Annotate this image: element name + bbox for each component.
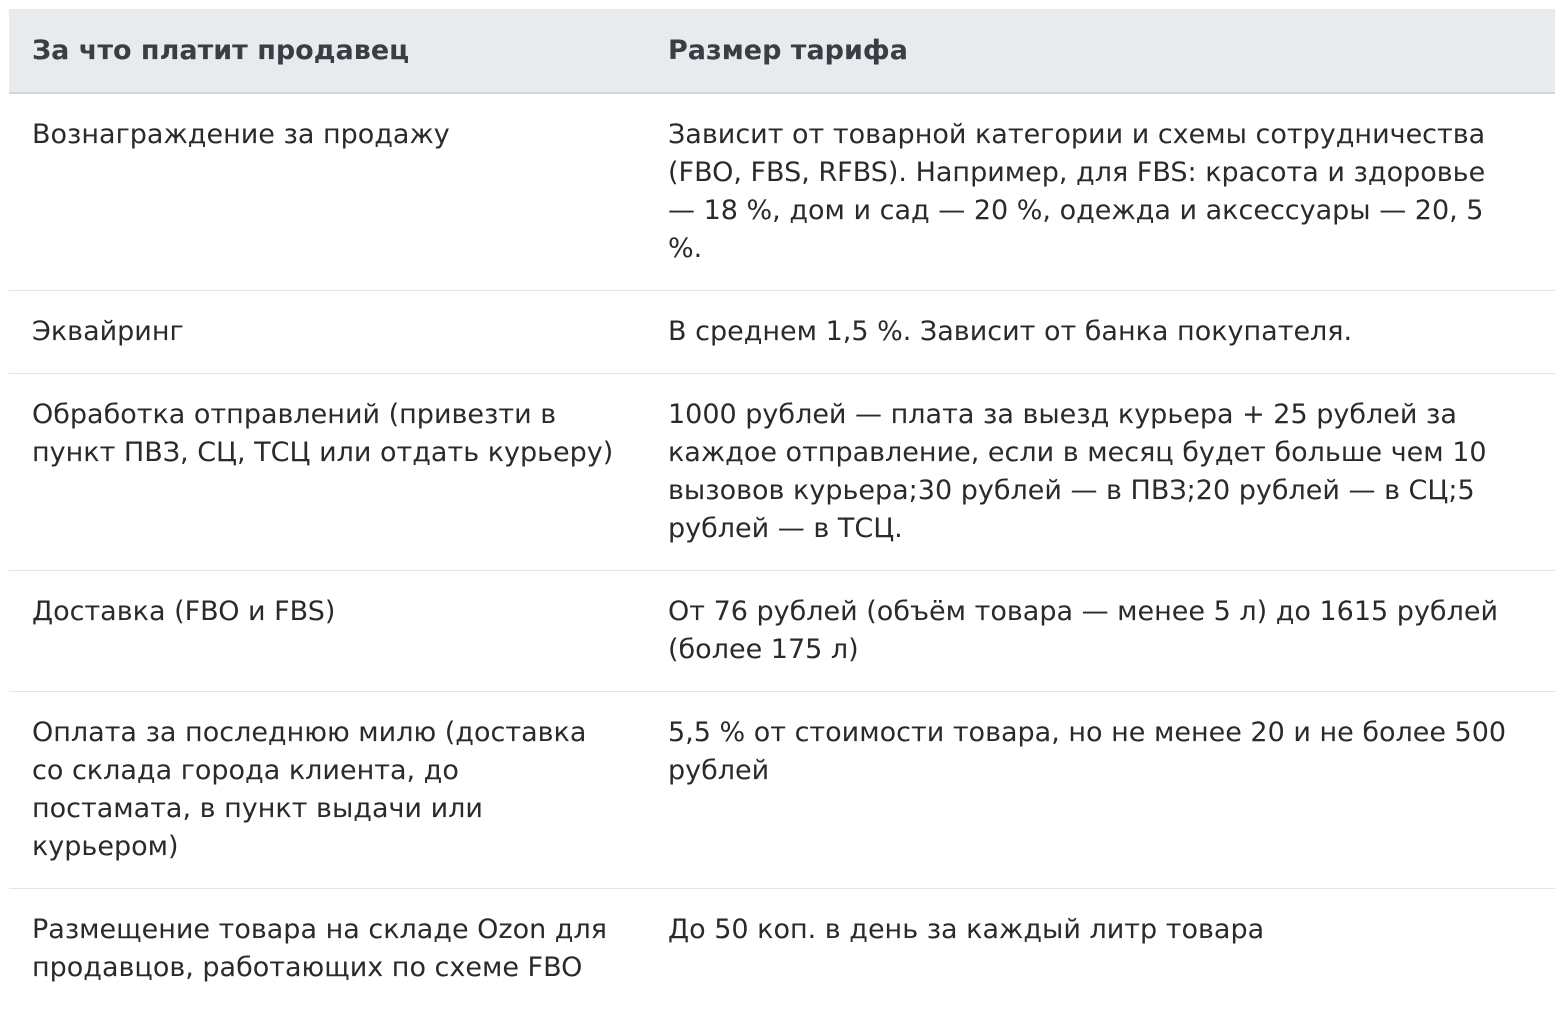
cell-tariff: 5,5 % от стоимости товара, но не менее 20 и не более 500 рублей [644,692,1555,889]
cell-tariff: От 76 рублей (объём товара — менее 5 л) до 1615 рублей (более 175 л) [644,571,1555,692]
cell-item: Обработка отправлений (привезти в пункт ПВЗ, СЦ, ТСЦ или отдать курьеру) [9,374,644,571]
cell-item: Размещение товара на складе Ozon для продавцов, работающих по схеме FBO [9,889,644,1009]
tariff-table [9,9,1555,1009]
cell-tariff: До 50 коп. в день за каждый литр товара [644,889,1555,1009]
cell-tariff: 1000 рублей — плата за выезд курьера + 25 рублей за каждое отправление, если в месяц будет больше чем 10 вызовов курьера;30 рублей — в ПВЗ;20 рублей — в СЦ;5 рублей — в ТСЦ. [644,374,1555,571]
table-row [9,692,1555,889]
tariff-table-container [9,9,1555,1009]
cell-item: Эквайринг [9,291,644,374]
table-row [9,93,1555,291]
cell-tariff: Зависит от товарной категории и схемы сотрудничества (FBO, FBS, RFBS). Например, для FBS: красота и здоровье — 18 %, дом и сад — 20 %, одежда и аксессуары — 20, 5 %. [644,93,1555,291]
cell-item: Вознаграждение за продажу [9,93,644,291]
table-row [9,374,1555,571]
table-row [9,889,1555,1009]
cell-item: Доставка (FBO и FBS) [9,571,644,692]
table-row [9,291,1555,374]
table-row [9,571,1555,692]
column-header-payer-item: За что платит продавец [9,9,644,93]
column-header-tariff: Размер тарифа [644,9,1555,93]
cell-item: Оплата за последнюю милю (доставка со склада города клиента, до постамата, в пункт выдачи или курьером) [9,692,644,889]
table-header-row [9,9,1555,93]
cell-tariff: В среднем 1,5 %. Зависит от банка покупателя. [644,291,1555,374]
